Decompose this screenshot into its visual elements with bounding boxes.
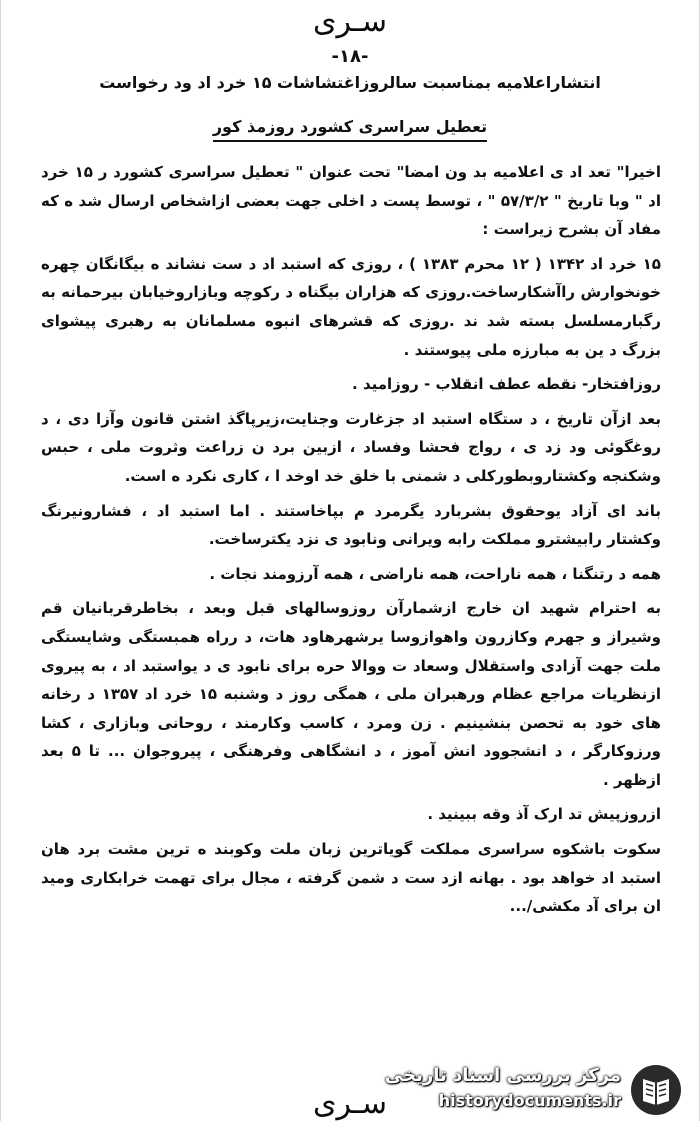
paragraph-7: به احترام شهید ان خارج ازشمارآن روزوسالهای قبل وبعد ، بخاطرقربانیان قم وشیراز و جهرم وکازرون واهوازوسا یرشهرهاود هات، د رراه همبستگی وشایستگی ملت جهت آزادی واستقلال وسعاد ت ووالا حره برای نابود ی د یواستبد اد ، به پیروی ازنظریات مراجع عظام ورهبران ملی ، همگی روز د وشنبه ۱۵ خرد اد ۱۳۵۷ د رخانه های خود به تحصن بنشینیم . زن ومرد ، کاسب وکارمند ، روحانی وبازاری ، کشا ورزوکارگر ، د انشجوود انش آموز ، د انشگاهی وفرهنگی ، پیروجوان ... تا ۵ بعد ازظهر .: [41, 599, 661, 789]
classification-bottom: سـری: [313, 1086, 387, 1121]
paragraph-6: همه د رتنگنا ، همه ناراحت، همه ناراضی ، همه آرزومند نجات .: [209, 564, 661, 583]
paragraph-2: ۱۵ خرد اد ۱۳۴۲ ( ۱۲ محرم ۱۳۸۳ ) ، روزی که استبد اد د ست نشاند ه بیگانگان چهره خونخوارش راآشکارساخت.روزی که هزاران بیگناه د رکوچه وبازاروخیابان بیرحمانه به رگبارمسلسل بسته شد ند .روزی که قشرهای انبوه مسلمانان به رهبری پیشوای بزرگ د ین به مبارزه ملی پیوستند .: [41, 254, 661, 359]
paragraph-5: باند ای آزاد یوحقوق بشربارد یگرمرد م بپاخاستند . اما استبد اد ، فشارونیرنگ وکشتار رابیشترو مملکت رابه ویرانی ونابود ی نزد یکترساخت.: [41, 501, 661, 549]
classification-top: سـری: [313, 4, 387, 39]
watermark-url: historydocuments.ir: [438, 1091, 621, 1110]
paragraph-8: ازروزپیش تد ارک آذ وقه ببینید .: [427, 805, 661, 824]
document-subheading-text: تعطیل سراسری کشورد روزمذ کور: [213, 116, 487, 142]
book-archive-icon: [629, 1063, 683, 1117]
watermark-title: مرکز بررسی اسناد تاریخی: [384, 1065, 621, 1086]
paragraph-4: بعد ازآن تاریخ ، د ستگاه استبد اد جزغارت وجنایت،زیرپاگذ اشتن قانون وآزا دی ، د روغگوئی ود زد ی ، رواج فحشا وفساد ، ازبین برد ن زراعت وثروت ملی ، حبس وشکنجه وکشتاروبطورکلی د شمنی با خلق خد اوخد ا ، کاری نکرد ه است.: [41, 409, 661, 485]
paragraph-3: روزافتخار- نقطه عطف انقلاب - روزامید .: [352, 375, 661, 394]
document-body: [41, 158, 661, 921]
paragraph-9: سکوت باشکوه سراسری مملکت گویاترین زبان ملت وکوبند ه ترین مشت برد هان استبد اد خواهد بود . بهانه ازد ست د شمن گرفته ، مجال برای تهمت خرابکاری ومید ان برای آد مکشی/...: [41, 840, 661, 916]
page-number: -۱۸-: [331, 46, 369, 67]
document-subheading: [43, 116, 657, 142]
watermark: [357, 1061, 687, 1117]
paragraph-1: اخیرا" تعد اد ی اعلامیه بد ون امضا" تحت عنوان " تعطیل سراسری کشورد ر ۱۵ خرد اد " وبا تاریخ " ۵۷/۳/۲ " ، توسط پست د اخلی جهت بعضی ازاشخاص ارسال شد ه که مفاد آن بشرح زیراست :: [41, 163, 661, 239]
document-heading: انتشاراعلامیه بمناسبت سالروزاغتشاشات ۱۵ خرد اد ود رخواست: [99, 73, 601, 92]
